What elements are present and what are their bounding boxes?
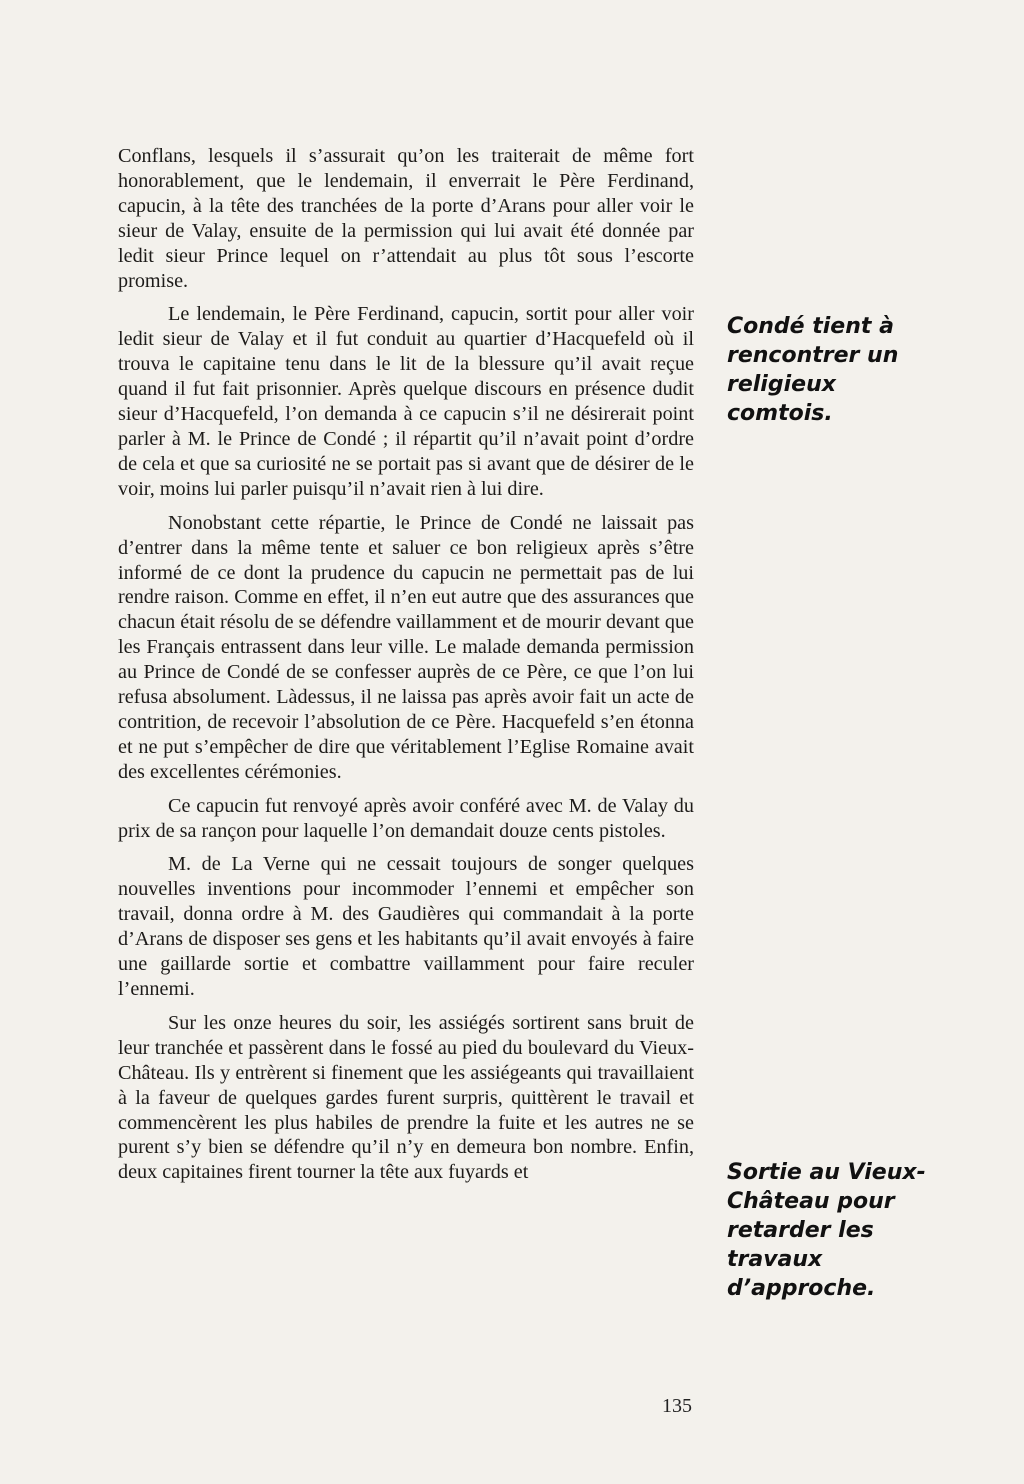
main-text-column xyxy=(118,144,694,1194)
paragraph-4: Ce capucin fut renvoyé après avoir conféré avec M. de Valay du prix de sa rançon pour laquelle l’on demandait douze cents pistoles. xyxy=(118,794,694,842)
page-number: 135 xyxy=(662,1395,692,1417)
paragraph-2: Le lendemain, le Père Ferdinand, capucin, sortit pour aller voir ledit sieur de Valay et il fut conduit au quartier d’Hacquefeld où il trouva le capitaine tenu dans le lit de la blessure qu’il avait reçue quand il fut fait prisonnier. Après quelque discours en présence dudit sieur d’Hacquefeld, l’on demanda à ce capucin s’il ne désirerait point parler à M. le Prince de Condé ; il répartit qu’il n’avait point d’ordre de cela et que sa curiosité ne se portait pas si avant que de désirer de le voir, moins lui parler puisqu’il n’avait rien à lui dire. xyxy=(118,303,694,500)
paragraph-6: Sur les onze heures du soir, les assiégés sortirent sans bruit de leur tranchée et passèrent dans le fossé au pied du boulevard du Vieux-Château. Ils y entrèrent si finement que les assiégeants qui travaillaient à la faveur de quelques gardes furent surpris, quittèrent le travail et commencèrent les plus habiles de prendre la fuite et les autres ne se purent s’y bien se défendre qu’il n’y en demeura bon nombre. Enfin, deux capitaines firent tourner la tête aux fuyards et xyxy=(118,1011,694,1184)
paragraph-1: Conflans, lesquels il s’assurait qu’on les traiterait de même fort honorablement, que le lendemain, il enverrait le Père Ferdinand, capucin, à la tête des tranchées de la porte d’Arans pour aller voir le sieur de Valay, ensuite de la permission qui lui avait été donnée par ledit sieur Prince lequel on r’attendait au plus tôt sous l’escorte promise. xyxy=(118,145,694,292)
paragraph-3: Nonobstant cette répartie, le Prince de Condé ne laissait pas d’entrer dans la même tente et saluer ce bon religieux après s’être informé de ce dont la prudence du capucin ne permettait pas de lui rendre raison. Comme en effet, il n’en eut autre que des assurances que chacun était résolu de se défendre vaillamment et de mourir devant que les Français entrassent dans leur ville. Le malade demanda permission au Prince de Condé de se confesser auprès de ce Père, ce que l’on lui refusa absolument. Làdessus, il ne laissa pas après avoir fait un acte de contrition, de recevoir l’absolution de ce Père. Hacquefeld s’en étonna et ne put s’empêcher de dire que véritablement l’Eglise Romaine avait des excellentes cérémonies. xyxy=(118,511,694,783)
margin-note-sortie: Sortie au Vieux- Château pour retarder les travaux d’approche. xyxy=(727,1160,926,1301)
margin-note-conde: Condé tient à rencontrer un religieux comtois. xyxy=(727,314,899,426)
paragraph-5: M. de La Verne qui ne cessait toujours de songer quelques nouvelles inventions pour incommoder l’ennemi et empêcher son travail, donna ordre à M. des Gaudières qui commandait à la porte d’Arans de disposer ses gens et les habitants qu’il avait envoyés à faire une gaillarde sortie et combattre vaillamment pour faire reculer l’ennemi. xyxy=(118,853,694,1000)
